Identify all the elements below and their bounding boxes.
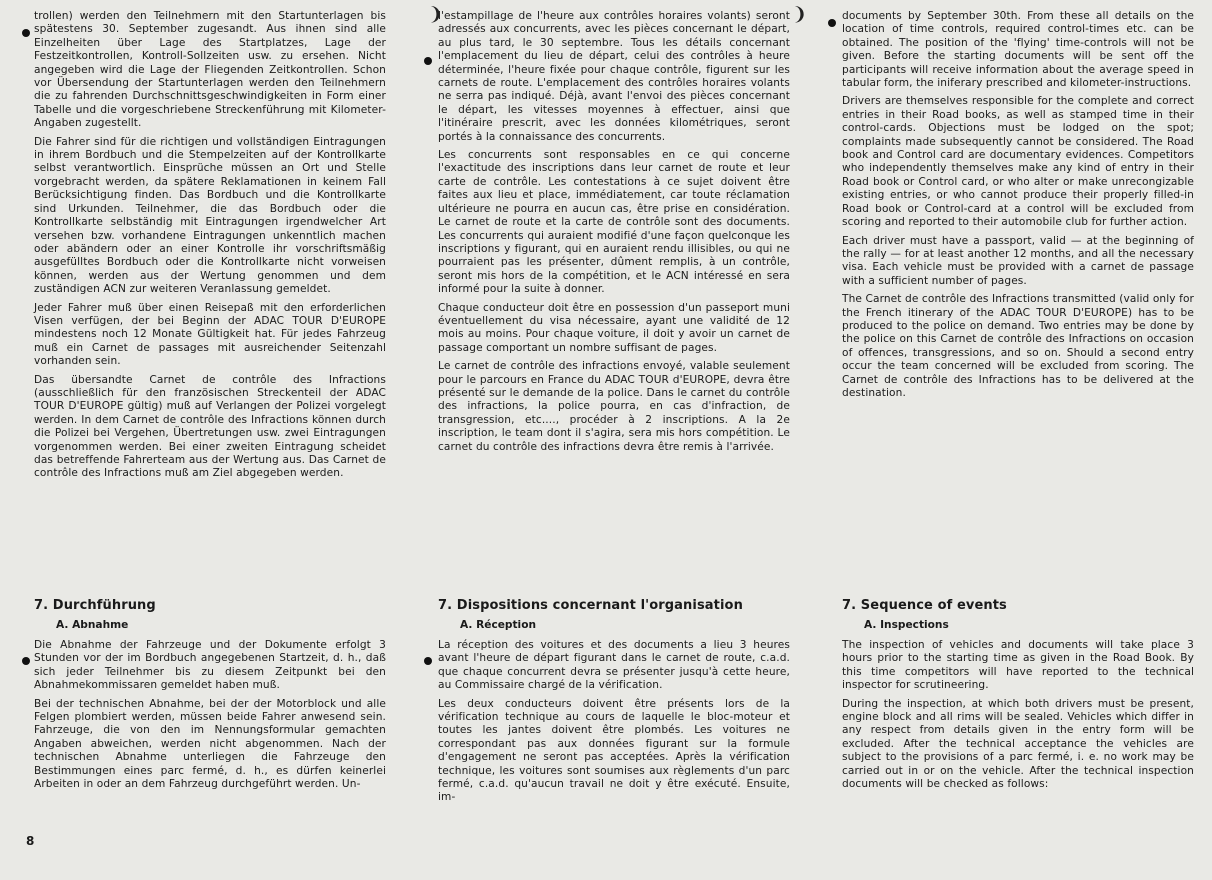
english-section-7 (842, 598, 1194, 796)
french-section-paragraph: La réception des voitures et des documents a lieu 3 heures avant l'heure de départ figurant dans le carnet de route, c.a.d. que chaque concurrent devra se présenter jusqu'à cette heure, au Commissaire chargé de la vérification. (438, 639, 790, 692)
subsection-heading: A. Abnahme (56, 619, 129, 631)
section-heading: 7. Durchführung (34, 598, 156, 613)
french-section-paragraph: Les deux conducteurs doivent être présents lors de la vérification technique au cours de laquelle le bloc-moteur et toutes les jantes doivent être plombés. Les voitures ne correspondant pas aux données figurant sur la formule d'engagement ne seront pas acceptées. Après la vérification technique, les voitures sont soumises aux règlements d'un parc fermé, c.a.d. qu'aucun travail ne doit y être exécuté. Ensuite, im- (438, 697, 790, 804)
french-paragraph: Le carnet de contrôle des infractions envoyé, valable seulement pour le parcours en France du ADAC TOUR d'EUROPE, devra être présenté sur le demande de la police. Dans le carnet du contrôle des infractions, la police pourra, en cas d'infraction, de transgression, etc...., procéder à 2 inscriptions. A la 2e inscription, le team dont il s'agira, sera mis hors compétition. Le carnet du contrôle des infractions devra être remis à l'arrivée. (438, 360, 790, 453)
margin-bullet-mark (424, 657, 432, 665)
german-paragraph: Jeder Fahrer muß über einen Reisepaß mit den erforderlichen Visen verfügen, der bei Beginn der ADAC TOUR D'EUROPE mindestens noch 12 Monate Gültigkeit hat. Für jedes Fahrzeug muß ein Carnet de passages mit ausreichender Seitenzahl vorhanden sein. (34, 301, 386, 368)
margin-bullet-mark (22, 29, 30, 37)
french-paragraph: Chaque conducteur doit être en possession d'un passeport muni éventuellement du visa nécessaire, ayant une validité de 12 mois au moins. Pour chaque voiture, il doit y avoir un carnet de passage comportant un nombre suffisant de pages. (438, 301, 790, 354)
german-paragraph: Das übersandte Carnet de contrôle des Infractions (ausschließlich für den französischen Streckenteil der ADAC TOUR D'EUROPE gültig) muß auf Verlangen der Polizei vorgelegt werden. In dem Carnet de contrôle des Infractions können durch die Polizei bei Vergehen, Übertretungen usw. zwei Eintragungen vorgenommen werden. Bei einer zweiten Eintragung scheidet das betreffende Fahrerteam aus der Wertung aus. Das Carnet de contrôle des Infractions muß am Ziel abgegeben werden. (34, 373, 386, 480)
section-heading: 7. Sequence of events (842, 598, 1007, 613)
german-section-paragraph: Die Abnahme der Fahrzeuge und der Dokumente erfolgt 3 Stunden vor der im Bordbuch angegebenen Startzeit, d. h., daß sich jeder Teilnehmer bis zu diesem Zeitpunkt bei den Abnahmekommissaren gemeldet haben muß. (34, 639, 386, 692)
margin-bullet-mark (22, 657, 30, 665)
page-number: 8 (26, 834, 35, 848)
english-paragraph: Each driver must have a passport, valid — at the beginning of the rally — for at least another 12 months, and all the necessary visa. Each vehicle must be provided with a carnet de passage with a sufficient number of pages. (842, 234, 1194, 287)
english-column (842, 10, 1194, 405)
german-paragraph: Die Fahrer sind für die richtigen und vollständigen Eintragungen in ihrem Bordbuch und die Stempelzeiten auf der Kontrollkarte selbst verantwortlich. Einsprüche müssen an Ort und Stelle vorgebracht werden, da spätere Reklamationen in keinem Fall Berücksichtigung finden. Das Bordbuch und die Kontrollkarte sind Urkunden. Teilnehmer, die das Bordbuch oder die Kontrollkarte selbständig mit Eintragungen irgendwelcher Art versehen bzw. vorhandene Eintragungen unkenntlich machen oder abändern oder an einer Kontrolle ihr vorschriftsmäßig ausgefülltes Bordbuch oder die Kontrollkarte nicht vorweisen können, werden aus der Wertung genommen und dem zuständigen ACN zur weiteren Veranlassung gemeldet. (34, 135, 386, 296)
french-paragraph: Les concurrents sont responsables en ce qui concerne l'exactitude des inscriptions dans leur carnet de route et leur carte de contrôle. Les contestations à ce sujet doivent être faites aux lieu et place, immédiatement, car toute réclamation ultérieure ne pourra en aucun cas, être prise en considération. Le carnet de route et la carte de contrôle sont des documents. Les concurrents qui auraient modifié d'une façon quelconque les inscriptions y figurant, qui en auraient rendu illisibles, ou qui ne pourraient pas les présenter, dûment remplis, à un contrôle, seront mis hors de la compétition, et le ACN intéressé en sera informé pour la suite à donner. (438, 149, 790, 296)
margin-bullet-mark (424, 57, 432, 65)
english-section-paragraph: During the inspection, at which both drivers must be present, engine block and all rims will be sealed. Vehicles which differ in any respect from details given in the entry form will be excluded. After the technical acceptance the vehicles are subject to the provisions of a parc fermé, i. e. no work may be carried out in or on the vehicle. After the technical inspection documents will be checked as follows: (842, 697, 1194, 791)
english-section-paragraph: The inspection of vehicles and documents will take place 3 hours prior to the starting time as given in the Road Book. By this time competitors will have reported to the technical inspector for scrutineering. (842, 639, 1194, 692)
german-paragraph: trollen) werden den Teilnehmern mit den Startunterlagen bis spätestens 30. September zugesandt. Aus ihnen sind alle Einzelheiten über Lage des Startplatzes, Lage der Festzeitkontrollen, Kontroll-Sollzeiten usw. zu ersehen. Nicht angegeben wird die Lage der Fliegenden Zeitkontrollen. Schon vor Übersendung der Startunterlagen werden den Teilnehmern die zu fahrenden Durchschnittsgeschwindigkeiten in Form einer Tabelle und die vorgeschriebene Streckenführung mit Kilometer-Angaben zugestellt. (34, 10, 386, 130)
french-paragraph: l'estampillage de l'heure aux contrôles horaires volants) seront adressés aux concurrents, avec les pièces concernant le départ, au plus tard, le 30 septembre. Tous les détails concernant l'emplacement du lieu de départ, celui des contrôles à heure déterminée, l'heure fixée pour chaque contrôle, figurent sur les carnets de route. L'emplacement des contrôles horaires volants ne serra pas indiqué. Déjà, avant l'envoi des pièces concernant le départ, les vitesses moyennes à effectuer, ainsi que l'itinéraire prescrit, avec les données kilométriques, seront portés à la connaissance des concurrents. (438, 10, 790, 143)
german-column (34, 10, 386, 486)
french-column (438, 10, 790, 459)
section-heading: 7. Dispositions concernant l'organisation (438, 598, 743, 613)
english-paragraph: The Carnet de contrôle des Infractions transmitted (valid only for the French itinerary of the ADAC TOUR D'EUROPE) has to be produced to the police on demand. Two entries may be done by the police on this Carnet de contrôle des Infractions on occasion of offences, transgressions, and so on. Should a second entry occur the team concerned will be excluded from scoring. The Carnet de contrôle des Infractions has to be delivered at the destination. (842, 293, 1194, 399)
english-paragraph: Drivers are themselves responsible for the complete and correct entries in their Road books, as well as stamped time in their control-cards. Objections must be lodged on the spot; complaints made subsequently cannot be considered. The Road book and Control card are documentary evidences. Competitors who independently themselves make any kind of entry in their Road book or Control card, or who alter or make unrecongizable existing entries, or who cannot produce their properly filled-in Road book or Control-card at a control will be excluded from scoring and reported to their automobile club for further action. (842, 95, 1194, 229)
subsection-heading: A. Réception (460, 619, 537, 631)
binding-hole-mark-left: ❩ (428, 4, 444, 25)
margin-bullet-mark (828, 19, 836, 27)
french-section-7 (438, 598, 790, 810)
german-section-7 (34, 598, 386, 796)
subsection-heading: A. Inspections (864, 619, 949, 631)
binding-hole-mark-right: ❩ (792, 4, 808, 25)
german-section-paragraph: Bei der technischen Abnahme, bei der der Motorblock und alle Felgen plombiert werden, müssen beide Fahrer anwesend sein. Fahrzeuge, die von den im Nennungsformular gemachten Angaben abweichen, werden nicht abgenommen. Nach der technischen Abnahme unterliegen die Fahrzeuge den Bestimmungen eines parc fermé, d. h., es dürfen keinerlei Arbeiten in oder an dem Fahrzeug durchgeführt werden. Un- (34, 697, 386, 791)
english-paragraph: documents by September 30th. From these all details on the location of time controls, required control-times etc. can be obtained. The position of the 'flying' time-controls will not be given. Before the starting documents will be sent off the participants will receive information about the average speed in tabular form, the iniferary prescribed and kilometer-instructions. (842, 10, 1194, 90)
